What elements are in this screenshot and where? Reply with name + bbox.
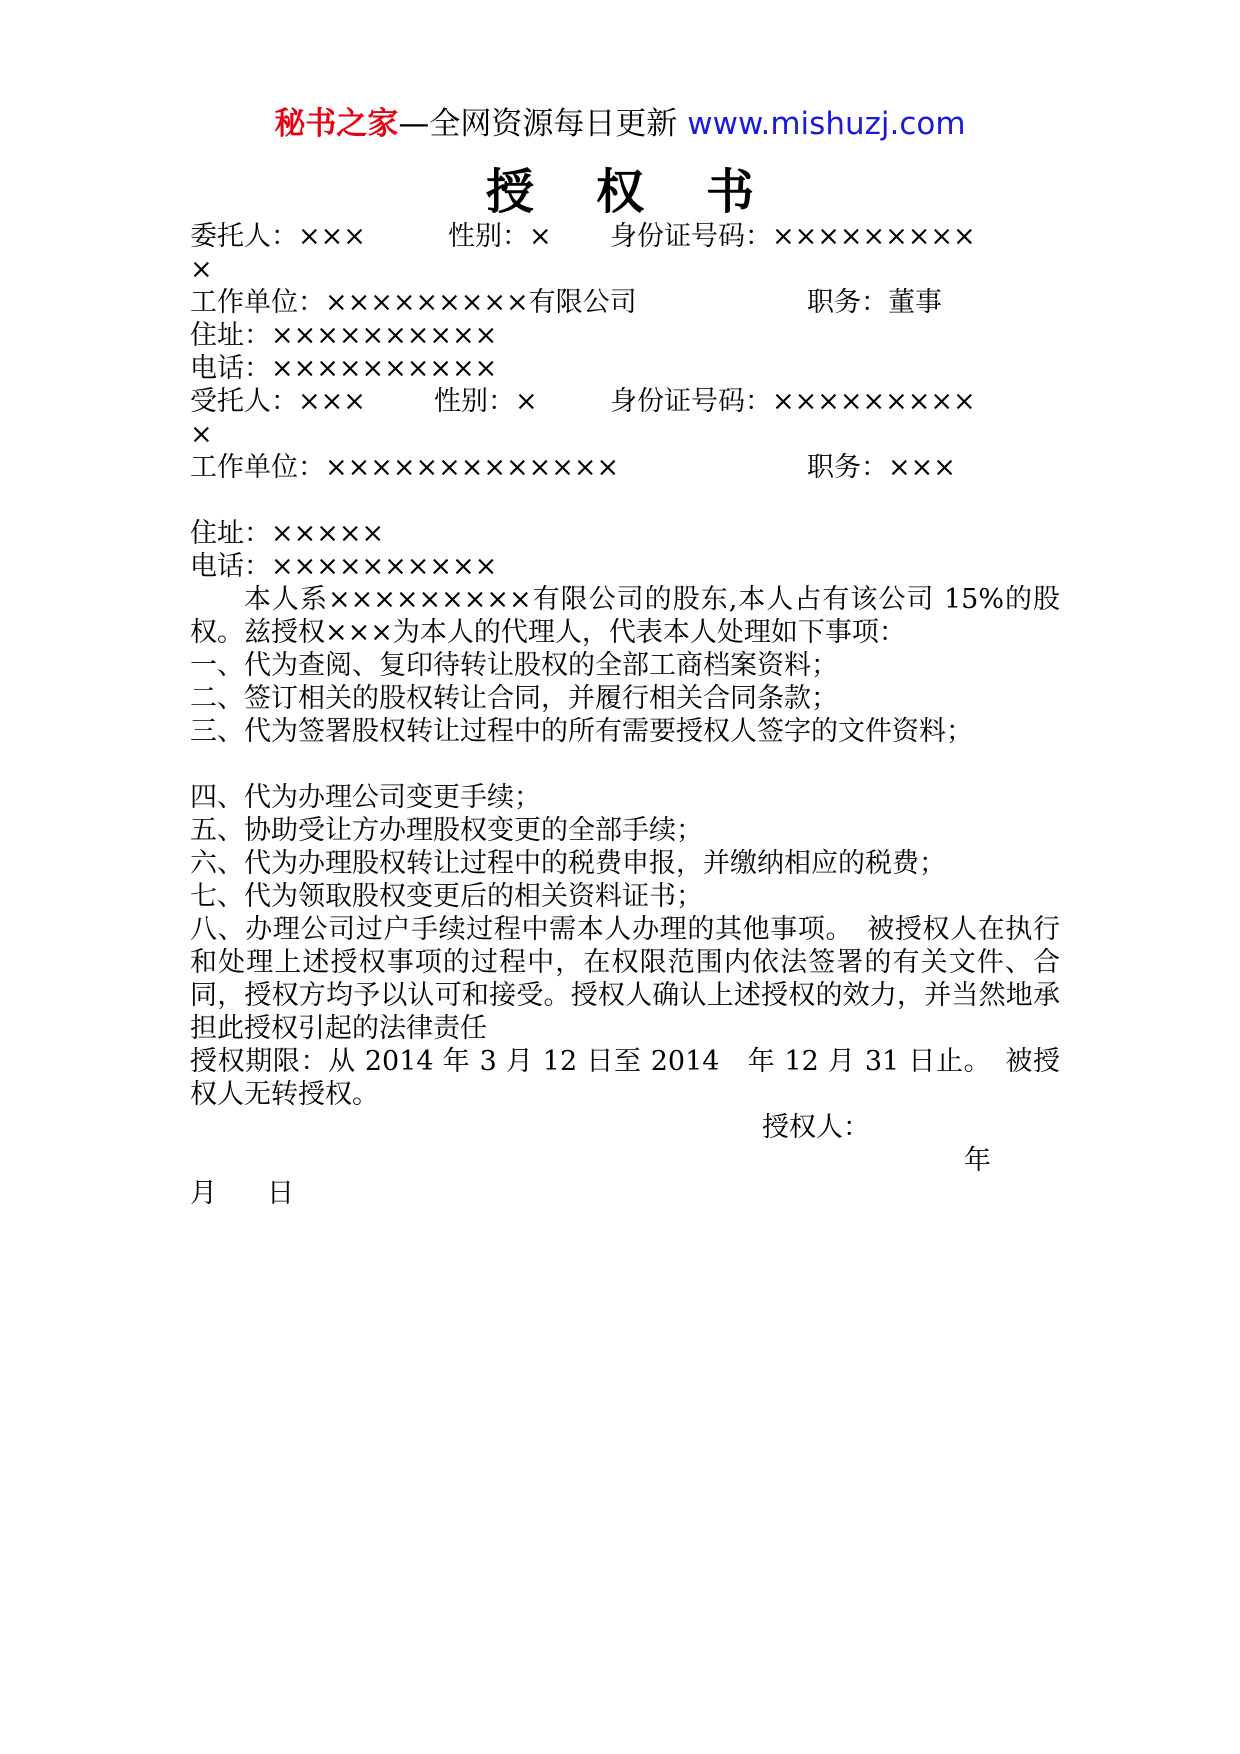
agent-phone: 电话：×××××××××× (190, 551, 498, 582)
principal-id-wrap: × (190, 254, 213, 285)
agent-work-row (190, 451, 1060, 484)
authorization-item: 三、代为签署股权转让过程中的所有需要授权人签字的文件资料； (190, 716, 973, 747)
agent-id-wrap: × (190, 419, 213, 450)
spacer (190, 484, 1060, 517)
authorization-item: 六、代为办理股权转让过程中的税费申报，并缴纳相应的税费； (190, 848, 946, 879)
site-url-link[interactable]: www.mishuzj.com (687, 106, 966, 142)
agent-name: 受托人：××× (190, 386, 366, 417)
spacer (190, 748, 1060, 781)
authorization-item-8: 八、办理公司过户手续过程中需本人办理的其他事项。 被授权人在执行和处理上述授权事项的过程中，在权限范围内依法签署的有关文件、合同，授权方均予以认可和接受。授权人确认上述授权的效力，并当然地承担此授权引起的法律责任 (190, 914, 1060, 1044)
date-month: 月 (190, 1178, 217, 1209)
document-body (190, 220, 1060, 1210)
principal-address: 住址：×××××××××× (190, 320, 498, 351)
date-line (190, 1177, 1060, 1210)
authorization-item: 二、签订相关的股权转让合同，并履行相关合同条款； (190, 683, 838, 714)
authorization-item: 四、代为办理公司变更手续； (190, 782, 541, 813)
authorization-item: 七、代为领取股权变更后的相关资料证书； (190, 881, 703, 912)
authorization-item: 五、协助受让方办理股权变更的全部手续； (190, 815, 703, 846)
signature-line: 授权人： (762, 1112, 870, 1143)
site-header (0, 104, 1240, 144)
authorization-term: 授权期限：从 2014 年 3 月 12 日至 2014 年 12 月 31 日止。 被授权人无转授权。 (190, 1046, 1060, 1110)
agent-row (190, 385, 1060, 418)
agent-address: 住址：××××× (190, 518, 385, 549)
agent-gender: 性别：× (434, 386, 538, 417)
site-brand: 秘书之家 (274, 106, 399, 142)
date-day: 日 (267, 1178, 294, 1209)
principal-gender: 性别：× (448, 221, 552, 252)
principal-id: 身份证号码：××××××××× (610, 221, 976, 252)
agent-work: 工作单位：××××××××××××× (190, 452, 620, 483)
agent-position: 职务：××× (807, 452, 956, 483)
principal-name: 委托人：××× (190, 221, 366, 252)
document-title: 授权书 (485, 164, 816, 220)
intro-paragraph: 本人系×××××××××有限公司的股东,本人占有该公司 15%的股权。兹授权×××为本人的代理人，代表本人处理如下事项： (190, 584, 1060, 648)
principal-phone: 电话：×××××××××× (190, 353, 498, 384)
site-tagline: —全网资源每日更新 (398, 106, 678, 142)
agent-id: 身份证号码：××××××××× (610, 386, 976, 417)
authorization-item: 一、代为查阅、复印待转让股权的全部工商档案资料； (190, 650, 838, 681)
principal-work-row (190, 286, 1060, 319)
date-year: 年 (964, 1145, 991, 1176)
principal-position: 职务：董事 (807, 287, 942, 318)
principal-row (190, 220, 1060, 253)
principal-work: 工作单位：×××××××××有限公司 (190, 287, 637, 318)
